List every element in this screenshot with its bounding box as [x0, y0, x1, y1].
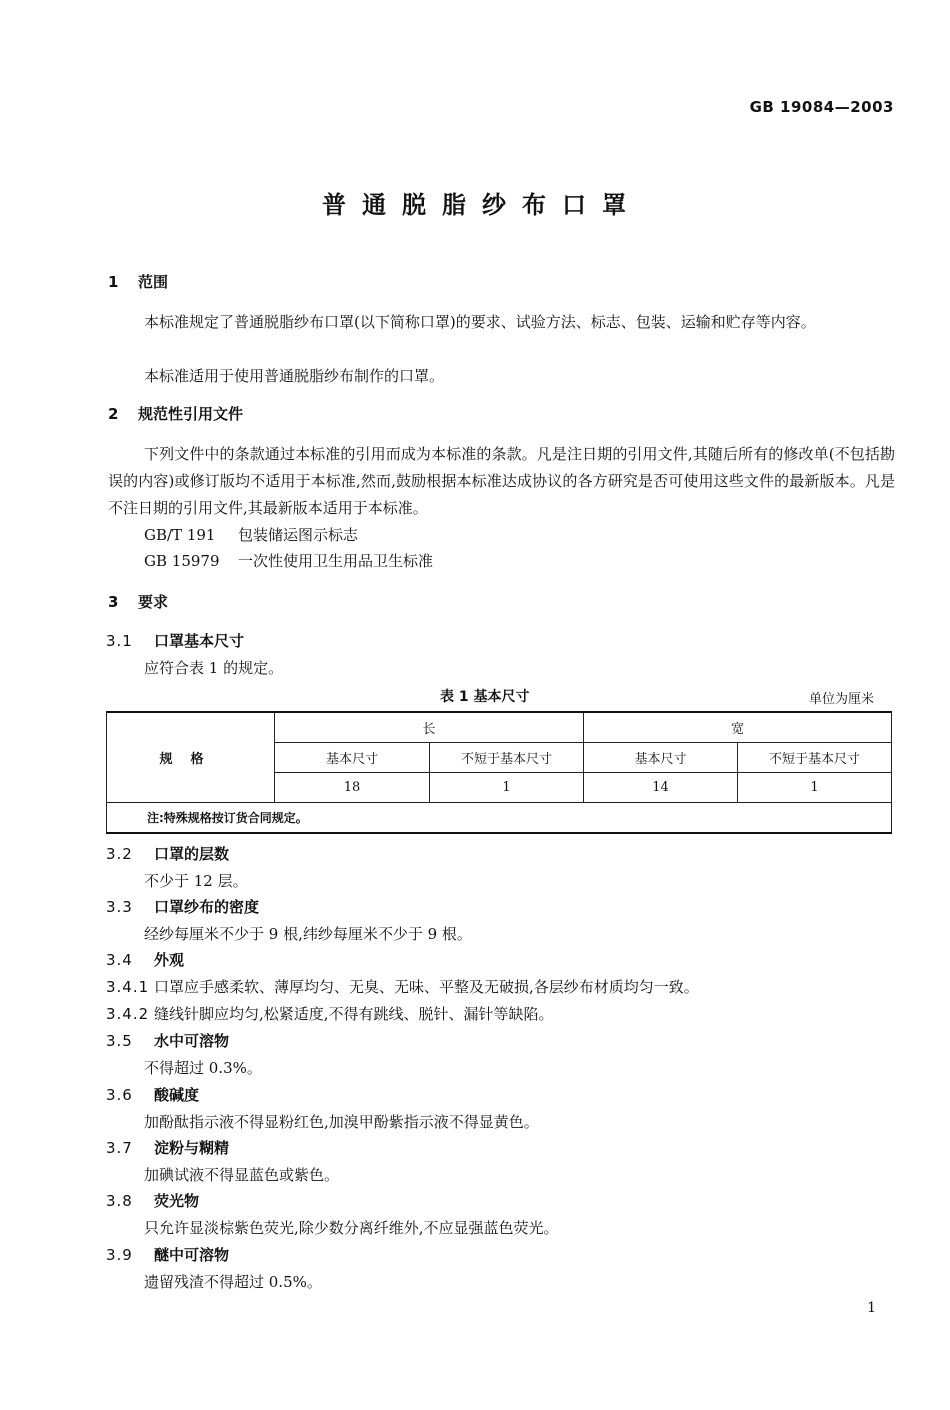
section-title: 要求 — [138, 593, 169, 611]
subsection-3-9-heading — [106, 1244, 229, 1265]
section-2-heading — [108, 403, 243, 424]
subsection-3-6-heading — [106, 1084, 199, 1105]
section-1-heading — [108, 271, 168, 292]
subsection-number: 3.3 — [106, 898, 133, 916]
subsection-title: 口罩基本尺寸 — [154, 632, 245, 650]
value-cell: 18 — [275, 773, 430, 803]
subheader-cell: 不短于基本尺寸 — [430, 743, 584, 773]
subsection-number: 3.8 — [106, 1192, 133, 1210]
subsection-number: 3.7 — [106, 1139, 133, 1157]
table-caption: 表 1 基本尺寸 — [440, 689, 530, 705]
reference-item — [144, 522, 358, 549]
section-1-paragraph-1: 本标准规定了普通脱脂纱布口罩(以下简称口罩)的要求、试验方法、标志、包装、运输和贮存等内容。 — [144, 313, 816, 331]
value-cell: 14 — [584, 773, 738, 803]
subsection-3-2-text: 不少于 12 层。 — [144, 872, 248, 890]
clause-text: 口罩应手感柔软、薄厚均匀、无臭、无味、平整及无破损,各层纱布材质均匀一致。 — [154, 978, 699, 996]
section-number: 1 — [108, 273, 119, 291]
subheader-cell: 基本尺寸 — [584, 743, 738, 773]
subsection-title: 淀粉与糊精 — [154, 1139, 230, 1157]
subsection-3-3-text: 经纱每厘米不少于 9 根,纬纱每厘米不少于 9 根。 — [144, 925, 472, 943]
subsection-number: 3.2 — [106, 845, 133, 863]
reference-title: 一次性使用卫生用品卫生标准 — [238, 552, 434, 570]
subsection-title: 外观 — [154, 951, 185, 969]
table-note: 注:特殊规格按订货合同规定。 — [107, 803, 892, 834]
section-number: 2 — [108, 405, 119, 423]
subheader-cell: 基本尺寸 — [275, 743, 430, 773]
subsection-title: 醚中可溶物 — [154, 1246, 230, 1264]
standard-number: GB 19084—2003 — [749, 98, 894, 116]
table-row — [107, 803, 892, 834]
subsection-3-8-heading — [106, 1190, 199, 1211]
subsection-3-1-heading — [106, 630, 244, 651]
subsection-3-5-text: 不得超过 0.3%。 — [144, 1059, 262, 1077]
subsection-title: 口罩的层数 — [154, 845, 230, 863]
clause-number: 3.4.1 — [106, 978, 150, 996]
document-title: 普通脱脂纱布口罩 — [322, 191, 642, 219]
reference-title: 包装储运图示标志 — [238, 526, 359, 544]
subsection-3-6-text: 加酚酞指示液不得显粉红色,加溴甲酚紫指示液不得显黄色。 — [144, 1113, 539, 1131]
subsection-3-1-text: 应符合表 1 的规定。 — [144, 659, 284, 677]
subsection-3-7-heading — [106, 1137, 229, 1158]
section-1-paragraph-2: 本标准适用于使用普通脱脂纱布制作的口罩。 — [144, 367, 445, 385]
section-number: 3 — [108, 593, 119, 611]
value-cell: 1 — [738, 773, 892, 803]
subsection-number: 3.5 — [106, 1032, 133, 1050]
subsection-3-3-heading — [106, 896, 259, 917]
section-title: 规范性引用文件 — [138, 405, 244, 423]
section-3-heading — [108, 591, 168, 612]
group-header-width: 宽 — [584, 712, 892, 743]
reference-code: GB 15979 — [144, 552, 220, 570]
subsection-title: 酸碱度 — [154, 1086, 200, 1104]
subsection-3-7-text: 加碘试液不得显蓝色或紫色。 — [144, 1166, 340, 1184]
page-number: 1 — [867, 1300, 876, 1316]
row-header-spec: 规格 — [107, 712, 275, 803]
group-header-length: 长 — [275, 712, 584, 743]
subheader-cell: 不短于基本尺寸 — [738, 743, 892, 773]
clause-3-4-1 — [106, 974, 699, 1001]
clause-text: 缝线针脚应均匀,松紧适度,不得有跳线、脱针、漏针等缺陷。 — [154, 1005, 554, 1023]
value-cell: 1 — [430, 773, 584, 803]
section-2-paragraph-1: 下列文件中的条款通过本标准的引用而成为本标准的条款。凡是注日期的引用文件,其随后所有的修改单(不包括勘误的内容)或修订版均不适用于本标准,然而,鼓励根据本标准达成协议的各方研究是否可使用这些文件的最新版本。凡是不注日期的引用文件,其最新版本适用于本标准。 — [108, 445, 895, 517]
subsection-3-4-heading — [106, 949, 184, 970]
subsection-title: 水中可溶物 — [154, 1032, 230, 1050]
subsection-number: 3.6 — [106, 1086, 133, 1104]
table-unit: 单位为厘米 — [808, 692, 874, 707]
subsection-3-2-heading — [106, 843, 229, 864]
section-title: 范围 — [138, 273, 169, 291]
subsection-number: 3.1 — [106, 632, 133, 650]
dimensions-table — [106, 711, 892, 834]
subsection-3-9-text: 遗留残渣不得超过 0.5%。 — [144, 1273, 322, 1291]
subsection-3-5-heading — [106, 1030, 229, 1051]
subsection-3-8-text: 只允许显淡棕紫色荧光,除少数分离纤维外,不应显强蓝色荧光。 — [144, 1219, 559, 1237]
subsection-number: 3.9 — [106, 1246, 133, 1264]
clause-3-4-2 — [106, 1001, 554, 1028]
subsection-title: 荧光物 — [154, 1192, 200, 1210]
reference-code: GB/T 191 — [144, 526, 216, 544]
subsection-number: 3.4 — [106, 951, 133, 969]
reference-item — [144, 548, 433, 575]
clause-number: 3.4.2 — [106, 1005, 150, 1023]
table-row — [107, 712, 892, 743]
subsection-title: 口罩纱布的密度 — [154, 898, 260, 916]
